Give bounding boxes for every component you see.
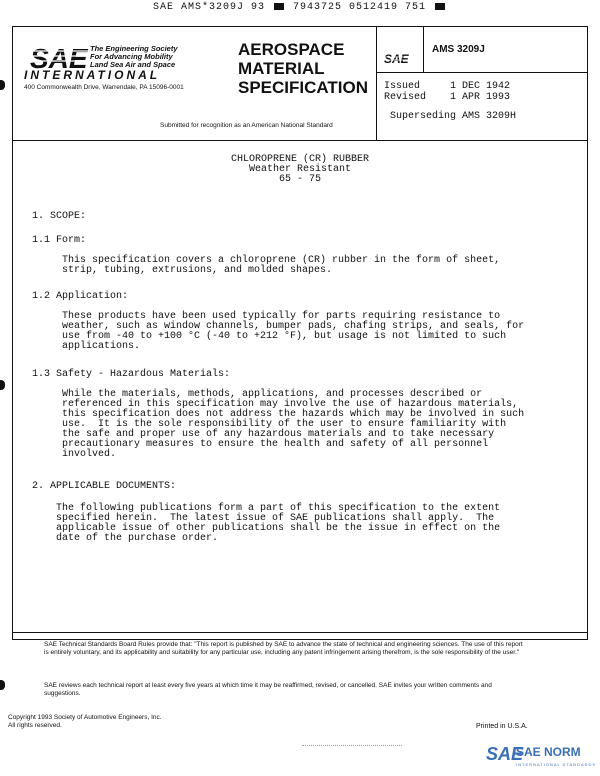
header-divider xyxy=(423,26,424,72)
document-type xyxy=(238,40,368,97)
revised-date: 1 APR 1993 xyxy=(450,92,511,103)
document-title xyxy=(0,155,600,185)
binder-hole xyxy=(0,80,5,90)
section-heading: 1.1 Form: xyxy=(32,235,87,246)
footer-rules: SAE Technical Standards Board Rules provide that: "This report is published by SAE to advance the state of technical and engineering sciences. The use of this report is entirely voluntary, and its applicability and suitability for any particular use, including any patent infringement arising therefrom, is the sole responsibility of the user." xyxy=(44,641,523,656)
title-line: CHLOROPRENE (CR) RUBBER xyxy=(230,154,370,165)
spec-number: AMS 3209J xyxy=(432,44,485,55)
copyright xyxy=(8,714,162,730)
logo-tagline: The Engineering Society xyxy=(90,44,178,53)
section-paragraph: While the materials, methods, applications, and processes described or referenced in this specification may involve the use of hazardous materials, this specification does not address the hazards which may be involved in such use. It is the sole responsibility of the user to ensure familiarity with the safe and proper use of any hazardous materials and to take necessary precautionary measures to ensure the health and safety of all personnel involved. xyxy=(62,389,525,460)
section-paragraph: The following publications form a part of this specification to the extent specified herein. The latest issue of SAE publications shall apply. The applicable issue of other publications shall be the issue in effect on the date of the purchase order. xyxy=(56,503,501,544)
logo-international: INTERNATIONAL xyxy=(24,68,161,82)
revised-label: Revised xyxy=(384,92,427,103)
title-line: Weather Resistant xyxy=(248,164,352,175)
section-heading: 1.3 Safety - Hazardous Materials: xyxy=(32,369,231,380)
binder-hole xyxy=(0,380,5,390)
footer-dotted-line xyxy=(302,745,402,746)
sae-norm-logo-icon xyxy=(486,742,524,764)
address: 400 Commonwealth Drive, Warrendale, PA 15096-0001 xyxy=(24,84,184,91)
svg-text:SAE: SAE xyxy=(30,43,88,74)
header-divider xyxy=(376,26,377,140)
superseding-note: Superseding AMS 3209H xyxy=(390,111,517,122)
scan-header-left: SAE AMS*3209J 93 xyxy=(152,2,265,13)
footer-review: SAE reviews each technical report at least every five years at which time it may be reaffirmed, revised, or cancelled. SAE invites your written comments and suggestions. xyxy=(44,682,492,697)
section-paragraph: These products have been used typically for parts requiring resistance to weather, such as window channels, bumper pads, chafing strips, and seals, for use from -40 to +100 °C (-40 to +212 °F), but usage is not limited to such applications. xyxy=(62,311,525,352)
document-type-line: MATERIAL xyxy=(238,59,325,78)
copyright-line: Copyright 1993 Society of Automotive Engineers, Inc. xyxy=(8,714,162,721)
header-divider xyxy=(12,140,588,141)
issue-dates xyxy=(384,81,510,103)
rights-line: All rights reserved. xyxy=(8,722,62,729)
scan-header-right: 7943725 0512419 751 xyxy=(293,2,427,13)
body-divider xyxy=(12,632,588,633)
submitted-note: Submitted for recognition as an American National Standard xyxy=(160,122,333,129)
scan-header xyxy=(0,2,600,13)
section-heading: 1. SCOPE: xyxy=(32,211,87,222)
issued-date: 1 DEC 1942 xyxy=(450,81,511,92)
sae-small-logo xyxy=(384,52,412,64)
section-heading: 1.2 Application: xyxy=(32,291,129,302)
title-line: 65 - 75 xyxy=(278,174,321,185)
watermark-text: SAE NORM xyxy=(516,745,581,759)
document-type-line: AEROSPACE xyxy=(238,40,345,59)
section-paragraph: This specification covers a chloroprene (CR) rubber in the form of sheet, strip, tubing, extrusions, and molded shapes. xyxy=(62,255,501,276)
header-divider xyxy=(376,72,588,73)
issued-label: Issued xyxy=(384,81,421,92)
printed-note: Printed in U.S.A. xyxy=(476,723,528,730)
section-heading: 2. APPLICABLE DOCUMENTS: xyxy=(32,481,177,492)
svg-text:SAE: SAE xyxy=(384,52,409,66)
scan-block-mark xyxy=(435,3,445,10)
svg-text:SAE: SAE xyxy=(486,744,524,764)
watermark-subtext: INTERNATIONAL STANDARDS xyxy=(516,762,597,767)
scan-block-mark xyxy=(274,3,284,10)
binder-hole xyxy=(0,680,5,690)
logo-tagline: Land Sea Air and Space xyxy=(90,60,176,69)
logo-tagline: For Advancing Mobility xyxy=(90,52,173,61)
document-type-line: SPECIFICATION xyxy=(238,78,369,97)
